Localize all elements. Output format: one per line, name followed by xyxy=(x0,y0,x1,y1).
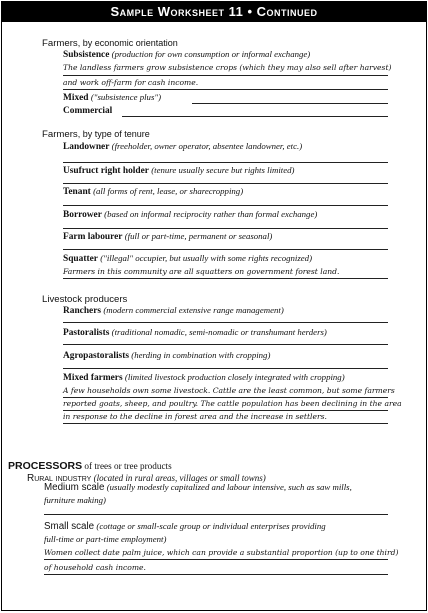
livestock-heading: Livestock producers xyxy=(42,294,128,305)
answer-line xyxy=(44,574,388,575)
answer-line xyxy=(44,514,388,515)
small-scale-note-2: full-time or part-time employment) xyxy=(44,534,167,544)
subsistence-answer-2[interactable]: and work off-farm for cash income. xyxy=(63,78,199,87)
mixed-farmers-label: Mixed farmers xyxy=(63,373,123,383)
answer-line xyxy=(63,344,388,345)
answer-line xyxy=(63,397,388,398)
borrower-label: Borrower xyxy=(63,210,102,220)
answer-line xyxy=(122,116,388,117)
borrower-note: (based on informal reciprocity rather than formal exchange) xyxy=(104,209,318,219)
landowner-label: Landowner xyxy=(63,142,110,152)
subsistence-row xyxy=(63,49,310,60)
subsistence-note: (production for own consumption or informal exchange) xyxy=(111,49,311,59)
answer-line xyxy=(63,162,388,163)
small-scale-row xyxy=(44,521,326,532)
answer-line xyxy=(44,559,388,560)
subsistence-label: Subsistence xyxy=(63,50,110,60)
answer-line xyxy=(192,103,388,104)
mixed-label: Mixed xyxy=(63,93,89,103)
agropastoralists-note: (herding in combination with cropping) xyxy=(131,350,271,360)
rural-industry-note: (located in rural areas, villages or small towns) xyxy=(91,473,266,483)
answer-line xyxy=(63,249,388,250)
answer-line xyxy=(63,368,388,369)
commercial-label: Commercial xyxy=(63,106,113,116)
small-scale-answer-2[interactable]: of household cash income. xyxy=(44,563,146,572)
medium-scale-row xyxy=(44,482,352,493)
processors-heading-note: of trees or tree products xyxy=(82,461,172,471)
worksheet-title: Sample Worksheet 11 • Continued xyxy=(2,2,426,22)
small-scale-answer-1[interactable]: Women collect date palm juice, which can provide a substantial proportion (up to one third) xyxy=(44,548,399,557)
mixed-row xyxy=(63,92,161,103)
squatter-answer[interactable]: Farmers in this community are all squatters on government forest land. xyxy=(63,267,340,276)
squatter-label: Squatter xyxy=(63,254,98,264)
ranchers-label: Ranchers xyxy=(63,306,102,316)
farmers-tenure-heading: Farmers, by type of tenure xyxy=(42,129,150,140)
mixed-farmers-note: (limited livestock production closely integrated with cropping) xyxy=(124,372,345,382)
answer-line xyxy=(63,228,388,229)
mixed-farmers-answer-2[interactable]: reported goats, sheep, and poultry. The cattle population has been declining in the area xyxy=(63,399,402,408)
small-scale-note-1: (cottage or small-scale group or individual enterprises providing xyxy=(96,521,326,531)
small-scale-label: Small scale xyxy=(44,521,95,532)
tenant-note: (all forms of rent, lease, or sharecropping) xyxy=(93,186,244,196)
medium-scale-note-1: (usually modestly capitalized and labour intensive, such as saw mills, xyxy=(106,482,352,492)
squatter-row xyxy=(63,253,312,264)
processors-heading: PROCESSORS of trees or tree products xyxy=(8,460,172,472)
labourer-label: Farm labourer xyxy=(63,232,123,242)
answer-line xyxy=(63,75,388,76)
agropastoralists-label: Agropastoralists xyxy=(63,351,129,361)
medium-scale-note-2: furniture making) xyxy=(44,495,106,505)
pastoralists-note: (traditional nomadic, semi-nomadic or transhumant herders) xyxy=(111,327,327,337)
farmers-econ-heading-note: , by economic orientation xyxy=(77,38,178,48)
usufruct-note: (tenure usually secure but rights limited) xyxy=(151,165,295,175)
answer-line xyxy=(63,89,388,90)
farmers-tenure-heading-note: , by type of tenure xyxy=(77,129,150,139)
landowner-row xyxy=(63,141,302,152)
answer-line xyxy=(63,410,388,411)
squatter-note: ("illegal" occupier, but usually with some rights recognized) xyxy=(100,253,313,263)
mixed-farmers-row xyxy=(63,372,345,383)
rural-industry-heading: Rural industry (located in rural areas, villages or small towns) xyxy=(27,473,266,484)
mixed-farmers-answer-3[interactable]: in response to the decline in forest area and the increase in settlers. xyxy=(63,412,327,421)
mixed-farmers-answer-1[interactable]: A few households own some livestock. Cattle are the least common, but some farmers xyxy=(63,386,395,395)
borrower-row xyxy=(63,209,317,220)
labourer-row xyxy=(63,231,272,242)
landowner-note: (freeholder, owner operator, absentee landowner, etc.) xyxy=(111,141,303,151)
answer-line xyxy=(63,322,388,323)
worksheet-page xyxy=(1,1,427,611)
tenant-label: Tenant xyxy=(63,187,91,197)
medium-scale-label: Medium scale xyxy=(44,482,105,493)
ranchers-note: (modern commercial extensive range management) xyxy=(103,305,284,315)
answer-line xyxy=(63,423,388,424)
tenant-row xyxy=(63,186,243,197)
answer-line xyxy=(63,183,388,184)
commercial-row xyxy=(63,105,112,116)
pastoralists-row xyxy=(63,327,327,338)
labourer-note: (full or part-time, permanent or seasonal) xyxy=(124,231,273,241)
farmers-econ-heading: Farmers, by economic orientation xyxy=(42,38,178,49)
subsistence-answer-1[interactable]: The landless farmers grow subsistence crops (which they may also sell after harvest) xyxy=(63,63,392,72)
usufruct-label: Usufruct right holder xyxy=(63,166,149,176)
pastoralists-label: Pastoralists xyxy=(63,328,110,338)
answer-line xyxy=(63,278,388,279)
answer-line xyxy=(63,205,388,206)
usufruct-row xyxy=(63,165,294,176)
ranchers-row xyxy=(63,305,284,316)
agropastoralists-row xyxy=(63,350,270,361)
mixed-note: ("subsistence plus") xyxy=(90,92,162,102)
